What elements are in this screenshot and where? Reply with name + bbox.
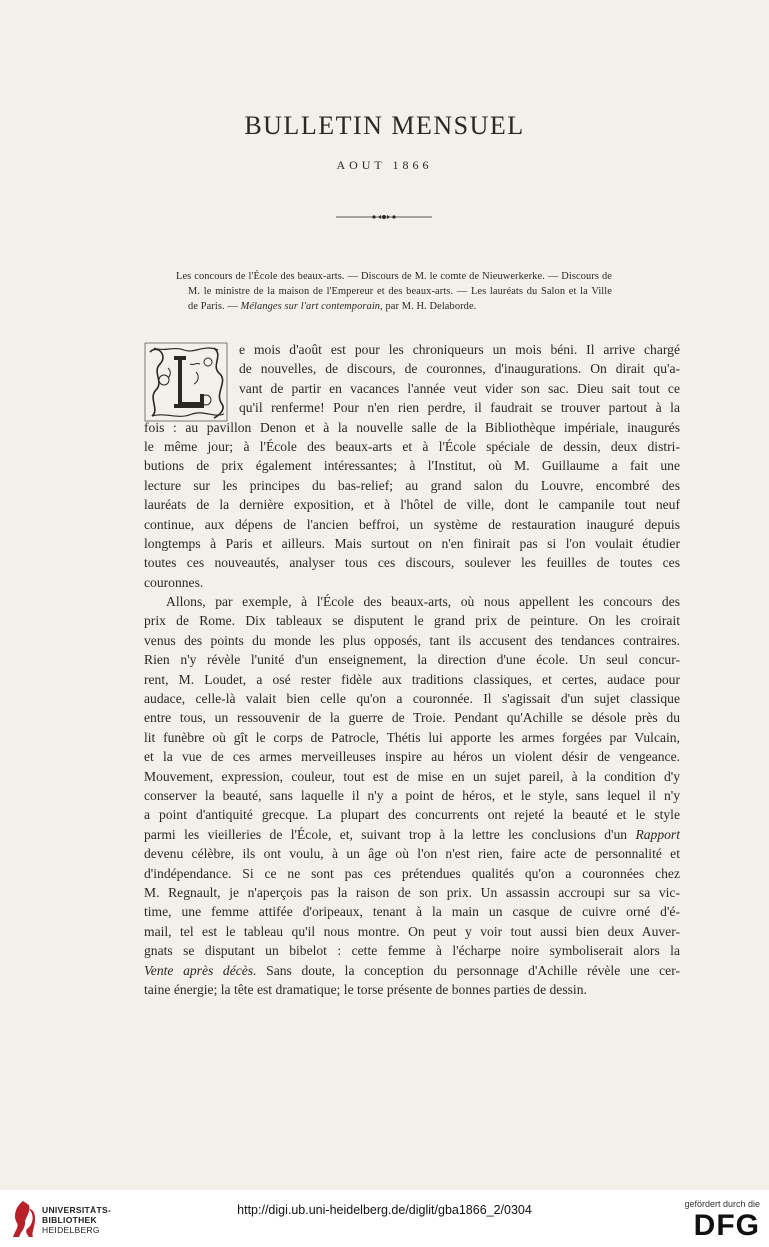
page-subtitle: AOUT 1866 [336,158,433,172]
text-line: Allons, par exemple, à l'École des beaux-arts, où nous appellent les concours des [166,594,680,610]
text-line: conserver la beauté, sans laquelle il n'y a point de héros, et le style, sans lequel il n'y [144,787,680,803]
text-line: M. Regnault, je n'aperçois pas la raison de son prix. Un assassin accroupi sur sa vic- [144,884,680,900]
text-line: audace, celle-là valait bien celle qu'on a couronnée. Il s'agissait d'un sujet classique [144,691,680,707]
text-line: lecture sur les principes du bas-relief; au grand salon du Louvre, encombré des [144,477,680,493]
dfg-logo: DFG [693,1209,760,1242]
text-line: d'indépendance. Si ce ne sont pas ces prétendues qualités qu'on a couronnées chez [144,865,680,881]
text-line: fois : au pavillon Denon et à la nouvelle salle de la Bibliothèque impériale, inaugurés [144,419,680,435]
funding-note: gefördert durch die [684,1199,760,1209]
text-line: e mois d'août est pour les chroniqueurs un mois béni. Il arrive chargé [239,342,680,357]
ornament-divider-icon [334,211,434,223]
page-title: BULLETIN MENSUEL [244,111,525,140]
article-body [144,340,680,999]
text-line: taine énergie; la tête est dramatique; le torse présente de bonnes parties de dessin. [144,981,587,997]
text-line: lauréats de la dernière exposition, et à l'hôtel de ville, dont le campanile tout neuf [144,497,680,513]
text-line: Vente après décès. Sans doute, la conception du personnage d'Achille révèle une cer- [144,962,680,978]
text-line: venus des points du monde les plus opposés, tant ils accusent des tendances contraires. [144,632,680,648]
text-line: le même jour; à l'École des beaux-arts et à l'École spéciale de dessin, deux distri- [144,438,680,454]
text-line: time, une femme attifée d'oripeaux, tenant à la main un casque de cuivre orné d'é- [144,904,680,920]
text-line: prix de Rome. Dix tableaux se disputent le grand prix de peinture. On les croirait [144,613,680,629]
text-line: Rien n'y révèle l'unité d'un enseignement, la direction d'une école. Un seul concur- [144,652,680,668]
text-line: a point d'antiquité grecque. La plupart des concurrents ont rejeté la beauté et le style [144,807,680,823]
text-line: toutes ces nouveautés, analyser tous ces discours, soulever les feuilles de toutes ces [144,555,680,571]
text-line: longtemps à Paris et ailleurs. Mais surtout on n'en finirait pas si l'on voulait étudier [144,535,680,551]
summary-line: Les concours de l'École des beaux-arts. — Discours de M. le comte de Nieuwerkerke. — Discours de [176,271,612,282]
summary-line: M. le ministre de la maison de l'Empereur et des beaux-arts. — Les lauréats du Salon et la Ville [188,286,612,297]
text-line: qu'il renferme! Pour n'en rien perdre, il faudrait se trouver partout à la [239,400,680,416]
summary-line: de Paris. — Mélanges sur l'art contemporain, par M. H. Delaborde. [188,301,477,312]
chapter-summary [176,269,612,314]
text-line: gnats se disputant un bibelot : cette femme à l'écharpe noire symboliserait alors la [144,943,680,959]
text-line: devenu célèbre, ils ont voulu, à un âge où l'on n'est rien, faire acte de personnalité et [144,846,680,862]
text-line: Mouvement, expression, couleur, tout est de mise en un sujet pareil, à la condition d'y [144,768,680,784]
text-line: parmi les vieilleries de l'École, et, suivant trop à la lettre les conclusions d'un Rapport [144,826,680,842]
text-line: entre tous, un ressouvenir de la guerre de Troie. Pendant qu'Achille se désole près du [144,710,680,726]
italic-title: Rapport [635,826,680,842]
italic-title: Vente après décès. [144,962,257,978]
permalink-url[interactable]: http://digi.ub.uni-heidelberg.de/diglit/gba1866_2/0304 [237,1203,532,1217]
text-line: vant de partir en vacances l'année veut vider son sac. Dieu sait tout ce [239,380,680,396]
text-line: mail, tel est le tableau qu'il nous montre. On peut y voir tout aussi bien deux Auver- [144,923,680,939]
viewer-footer [0,1190,769,1247]
text-line: et la vue de ces armes merveilleuses inspire au héros un violent désir de vengeance. [144,749,680,765]
university-library-name: UNIVERSITÄTS- BIBLIOTHEK HEIDELBERG [42,1205,112,1235]
text-line: lit funèbre où gît le corps de Patrocle, Thétis lui apporte les armes forgées par Vulcain, [144,729,680,745]
text-line: continue, aux dépens de l'ancien beffroi, un système de restauration inauguré depuis [144,516,680,532]
text-line: de nouvelles, de discours, de couronnes, d'inaugurations. On dirait qu'a- [239,361,680,377]
text-line: rent, M. Loudet, a osé rester fidèle aux traditions classiques, et certes, audace pour [144,671,680,687]
text-line: butions de prix également intéressantes; à l'Institut, où M. Guillaume a fait une [144,458,680,474]
text-line: couronnes. [144,574,204,590]
